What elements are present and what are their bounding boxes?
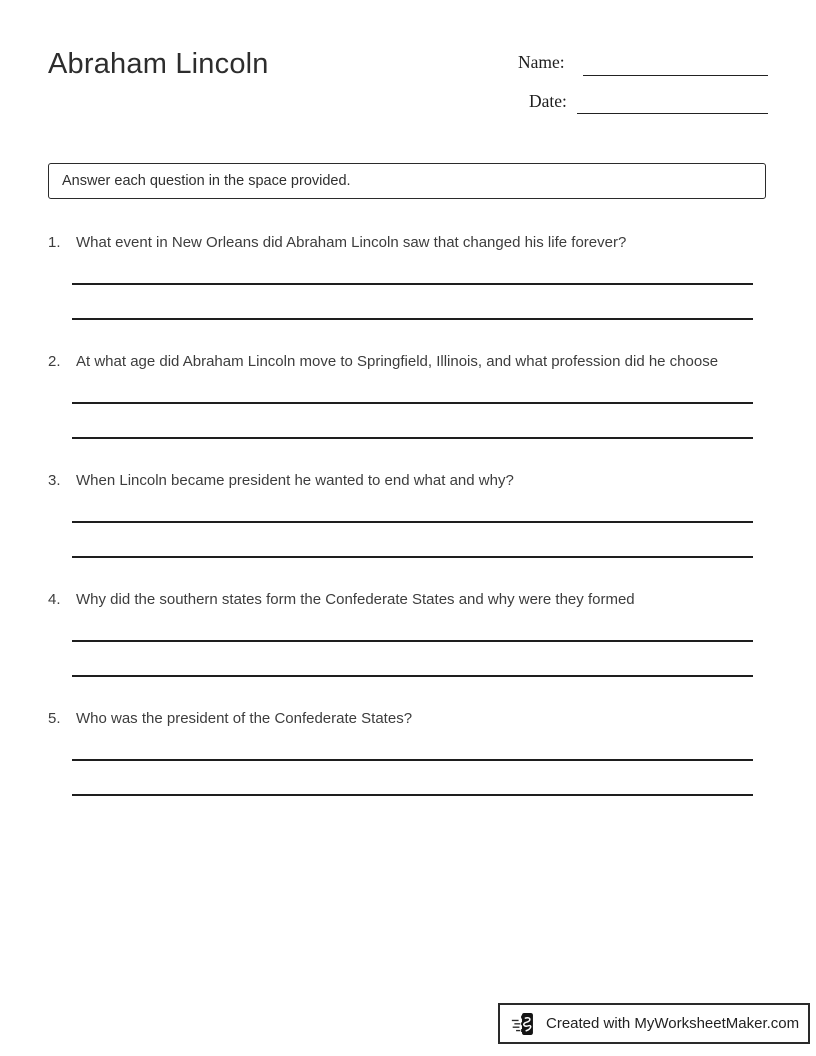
question-text: When Lincoln became president he wanted to end what and why? <box>76 472 514 489</box>
name-label: Name: <box>518 52 565 72</box>
question-number: 1. <box>48 234 61 251</box>
answer-line-2[interactable] <box>72 437 753 439</box>
instructions-box <box>48 163 766 199</box>
question-row <box>48 589 768 610</box>
page-title: Abraham Lincoln <box>48 48 269 80</box>
question-number: 3. <box>48 472 61 489</box>
question-block <box>48 232 768 253</box>
question-block <box>48 470 768 491</box>
worksheet-maker-logo-icon <box>511 1010 538 1038</box>
question-text: Why did the southern states form the Confederate States and why were they formed <box>76 591 635 608</box>
answer-line-2[interactable] <box>72 318 753 320</box>
footer-credit-text[interactable]: Created with MyWorksheetMaker.com <box>546 1015 800 1032</box>
question-number: 2. <box>48 353 61 370</box>
question-text: At what age did Abraham Lincoln move to Springfield, Illinois, and what profession did he choose <box>76 353 719 370</box>
answer-line-1[interactable] <box>72 402 753 404</box>
footer-credit-box[interactable] <box>498 1003 810 1044</box>
question-block <box>48 708 768 729</box>
answer-line-1[interactable] <box>72 640 753 642</box>
question-row <box>48 470 768 491</box>
question-row <box>48 351 768 372</box>
question-block <box>48 351 768 372</box>
question-number: 4. <box>48 591 61 608</box>
question-row <box>48 708 768 729</box>
answer-line-2[interactable] <box>72 675 753 677</box>
instructions-text: Answer each question in the space provided. <box>62 173 351 189</box>
name-input-line[interactable] <box>583 75 768 76</box>
answer-line-2[interactable] <box>72 556 753 558</box>
answer-line-1[interactable] <box>72 521 753 523</box>
question-text: Who was the president of the Confederate States? <box>76 710 413 727</box>
answer-line-2[interactable] <box>72 794 753 796</box>
date-label: Date: <box>529 91 567 111</box>
answer-line-1[interactable] <box>72 283 753 285</box>
date-input-line[interactable] <box>577 113 768 114</box>
question-text: What event in New Orleans did Abraham Lincoln saw that changed his life forever? <box>76 234 627 251</box>
question-number: 5. <box>48 710 61 727</box>
question-row <box>48 232 768 253</box>
question-block <box>48 589 768 610</box>
answer-line-1[interactable] <box>72 759 753 761</box>
